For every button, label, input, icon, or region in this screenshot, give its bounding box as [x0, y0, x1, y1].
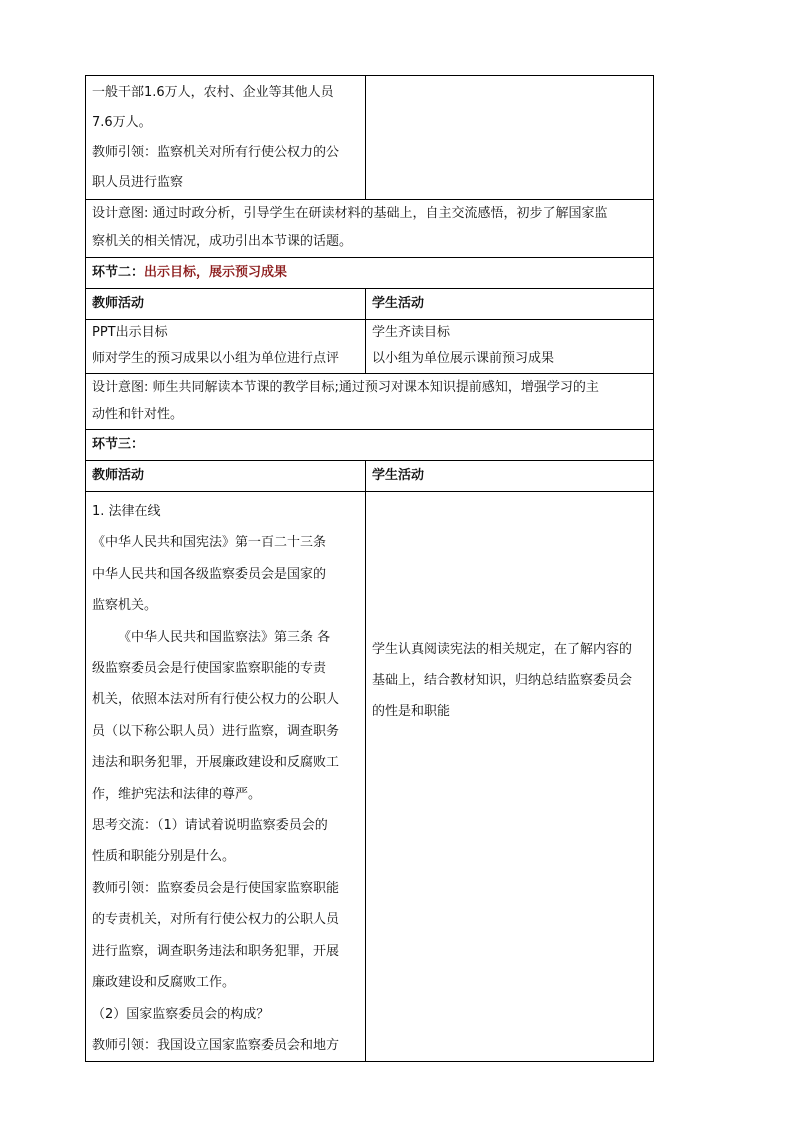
student-activity-header: 学生活动	[366, 289, 654, 320]
text-line: 违法和职务犯罪，开展廉政建设和反腐败工	[92, 755, 340, 771]
text-line: 一般干部1.6万人，农村、企业等其他人员	[92, 85, 334, 100]
text-line: 师对学生的预习成果以小组为单位进行点评	[92, 351, 340, 366]
text-line: 员（以下称公职人员）进行监察，调查职务	[92, 723, 340, 739]
text-line: 教师引领：监察机关对所有行使公权力的公	[92, 145, 340, 160]
text-line: 作，维护宪法和法律的尊严。	[92, 786, 262, 802]
text-line: 监察机关。	[92, 598, 158, 614]
text-line: 性质和职能分别是什么。	[92, 849, 236, 865]
text-line: 级监察委员会是行使国家监察职能的专责	[92, 661, 327, 677]
table-row	[86, 289, 654, 320]
student-activity-header: 学生活动	[366, 461, 654, 492]
text-line: 设计意图: 通过时政分析，引导学生在研读材料的基础上，自主交流感悟，初步了解国家监	[92, 206, 608, 221]
teacher-activity-header: 教师活动	[86, 461, 366, 492]
teacher-cell	[86, 320, 366, 374]
text-line: 进行监察，调查职务违法和职务犯罪，开展	[92, 943, 340, 959]
text-line: 设计意图: 师生共同解读本节课的教学目标;通过预习对课本知识提前感知，增强学习的主	[92, 380, 599, 395]
text-line: 7.6万人。	[92, 115, 152, 130]
text-line: 机关，依照本法对所有行使公权力的公职人	[92, 692, 340, 708]
text-line: 教师引领：监察委员会是行使国家监察职能	[92, 880, 340, 896]
lesson-plan-table	[85, 75, 654, 1062]
text-line: 思考交流：（1）请试着说明监察委员会的	[92, 818, 328, 834]
table-row	[86, 492, 654, 1062]
design-intent-cell	[86, 374, 654, 430]
table-row	[86, 258, 654, 289]
section-header: 环节三：	[86, 430, 654, 461]
text-line: （2）国家监察委员会的构成？	[92, 1006, 270, 1022]
table-row	[86, 430, 654, 461]
text-line: 基础上，结合教材知识，归纳总结监察委员会	[372, 673, 633, 688]
table-row	[86, 461, 654, 492]
text-line: 的性是和职能	[372, 704, 451, 719]
text-line: 动性和针对性。	[92, 407, 184, 422]
section-title: 出示目标，展示预习成果	[144, 265, 288, 280]
table-row	[86, 320, 654, 374]
text-line: 学生认真阅读宪法的相关规定，在了解内容的	[372, 642, 633, 657]
text-line: 教师引领：我国设立国家监察委员会和地方	[92, 1037, 340, 1053]
text-line: 1. 法律在线	[92, 504, 161, 519]
student-cell	[366, 320, 654, 374]
text-line: 学生齐读目标	[372, 325, 451, 340]
teacher-activity-header: 教师活动	[86, 289, 366, 320]
text-line: 廉政建设和反腐败工作。	[92, 975, 236, 991]
section-header	[86, 258, 654, 289]
student-cell	[366, 76, 654, 200]
table-row	[86, 76, 654, 200]
section-prefix: 环节二：	[92, 265, 145, 280]
text-line: 职人员进行监察	[92, 175, 184, 190]
teacher-cell	[86, 492, 366, 1062]
text-line: 中华人民共和国各级监察委员会是国家的	[92, 566, 327, 582]
text-line: 的专责机关，对所有行使公权力的公职人员	[92, 912, 340, 928]
student-cell	[366, 492, 654, 1062]
table-row	[86, 374, 654, 430]
text-line: 《中华人民共和国宪法》第一百二十三条	[92, 535, 327, 551]
design-intent-cell	[86, 200, 654, 258]
table-row	[86, 200, 654, 258]
text-line: 察机关的相关情况，成功引出本节课的话题。	[92, 234, 353, 249]
text-line: 以小组为单位展示课前预习成果	[372, 351, 555, 366]
teacher-cell	[86, 76, 366, 200]
text-line: 《中华人民共和国监察法》第三条 各	[118, 629, 331, 645]
text-line: PPT出示目标	[92, 325, 168, 340]
